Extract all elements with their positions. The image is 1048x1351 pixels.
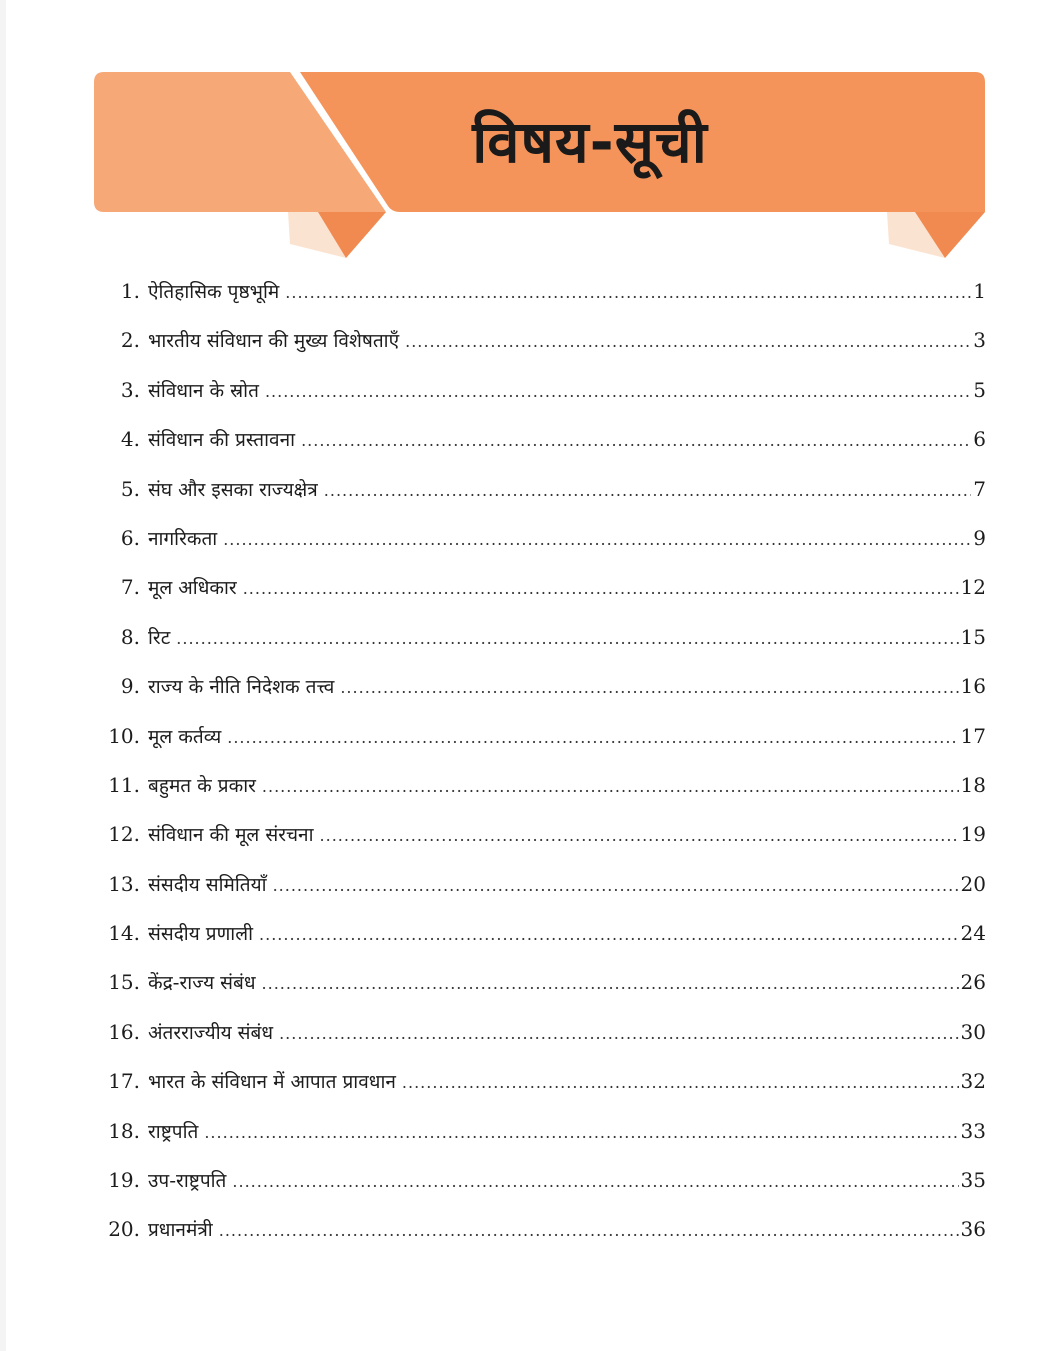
toc-entry-page: 5 [973, 377, 986, 402]
toc-entry[interactable] [100, 1216, 986, 1265]
toc-dot-leader [285, 283, 971, 302]
toc-dot-leader [243, 579, 959, 598]
toc-entry-title: संविधान के स्रोत [148, 379, 259, 402]
toc-entry-title: संसदीय समितियाँ [148, 873, 267, 896]
toc-entry-title: राज्य के नीति निदेशक तत्त्व [148, 676, 335, 699]
toc-entry[interactable] [100, 1019, 986, 1068]
toc-entry-number: 12. [108, 822, 140, 847]
toc-entry-number: 1. [120, 279, 140, 303]
toc-entry-title: बहुमत के प्रकार [148, 774, 256, 797]
toc-dot-leader [219, 1221, 959, 1240]
toc-dot-leader [232, 1172, 958, 1191]
toc-dot-leader [259, 925, 959, 944]
toc-dot-leader [262, 974, 959, 993]
toc-entry-number: 18. [108, 1118, 140, 1143]
toc-entry[interactable] [100, 1068, 986, 1117]
toc-dot-leader [324, 481, 971, 500]
toc-entry[interactable] [100, 624, 986, 673]
toc-dot-leader [273, 876, 959, 895]
toc-entry-title: संसदीय प्रणाली [148, 923, 254, 946]
toc-entry-title: अंतरराज्यीय संबंध [148, 1021, 274, 1044]
toc-entry-page: 30 [960, 1019, 986, 1044]
toc-entry-title: राष्ट्रपति [148, 1120, 199, 1143]
toc-dot-leader [340, 678, 958, 697]
toc-entry-number: 19. [108, 1168, 140, 1193]
toc-entry-number: 3. [120, 377, 140, 402]
toc-dot-leader [320, 826, 959, 845]
toc-entry[interactable] [100, 772, 986, 821]
toc-entry[interactable] [100, 525, 986, 574]
toc-entry[interactable] [100, 278, 986, 327]
toc-entry-page: 32 [960, 1069, 986, 1094]
toc-dot-leader [262, 777, 959, 796]
toc-entry[interactable] [100, 821, 986, 870]
toc-entry-title: मूल कर्तव्य [148, 725, 222, 748]
toc-entry-number: 8. [120, 624, 140, 649]
toc-entry-page: 33 [960, 1118, 986, 1143]
toc-entry-number: 16. [108, 1019, 140, 1044]
toc-dot-leader [223, 530, 971, 549]
toc-entry-number: 5. [120, 476, 140, 501]
toc-entry-title: नागरिकता [148, 527, 218, 550]
toc-entry-number: 14. [108, 921, 140, 946]
toc-entry[interactable] [100, 426, 986, 475]
toc-entry-page: 20 [960, 871, 986, 896]
toc-entry-page: 6 [973, 427, 986, 452]
toc-entry-title: संघ और इसका राज्यक्षेत्र [148, 478, 318, 501]
toc-entry[interactable] [100, 920, 986, 969]
toc-entry-number: 9. [120, 674, 140, 699]
toc-entry-title: केंद्र-राज्य संबंध [148, 972, 256, 995]
toc-dot-leader [265, 382, 971, 401]
toc-entry[interactable] [100, 574, 986, 623]
toc-entry[interactable] [100, 377, 986, 426]
toc-entry-number: 13. [108, 871, 140, 896]
toc-entry-page: 17 [960, 723, 986, 748]
title-banner [0, 0, 1048, 270]
toc-entry[interactable] [100, 476, 986, 525]
toc-dot-leader [227, 728, 958, 747]
toc-entry-page: 1 [973, 279, 986, 303]
toc-entry-title: रिट [148, 626, 171, 649]
toc-entry-number: 4. [120, 427, 140, 452]
toc-entry-title: भारतीय संविधान की मुख्य विशेषताएँ [148, 330, 400, 353]
toc-entry[interactable] [100, 1118, 986, 1167]
toc-entry-title: संविधान की मूल संरचना [148, 824, 314, 847]
toc-entry-page: 12 [960, 575, 986, 600]
toc-entry[interactable] [100, 723, 986, 772]
toc-entry-number: 20. [108, 1217, 140, 1242]
toc-entry[interactable] [100, 327, 986, 376]
toc-entry-page: 3 [973, 328, 986, 353]
toc-dot-leader [279, 1024, 958, 1043]
toc-entry-page: 19 [960, 822, 986, 847]
toc-entry-number: 2. [120, 328, 140, 353]
page-title: विषय-सूची [472, 108, 708, 176]
toc-dot-leader [405, 332, 971, 351]
toc-entry-page: 18 [960, 772, 986, 797]
toc-dot-leader [301, 431, 971, 450]
toc-dot-leader [204, 1123, 958, 1142]
toc-entry-title: मूल अधिकार [148, 577, 237, 600]
toc-entry-page: 35 [960, 1168, 986, 1193]
toc-entry-title: ऐतिहासिक पृष्ठभूमि [148, 281, 280, 303]
toc-entry-page: 24 [960, 921, 986, 946]
toc-entry[interactable] [100, 673, 986, 722]
toc-entry-page: 15 [960, 624, 986, 649]
toc-entry-number: 15. [108, 970, 140, 995]
toc-entry-number: 7. [120, 575, 140, 600]
toc-entry[interactable] [100, 969, 986, 1018]
toc-entry-page: 9 [973, 525, 986, 550]
toc-entry-number: 11. [108, 772, 140, 797]
toc-entry-title: संविधान की प्रस्तावना [148, 429, 296, 452]
toc-entry-number: 10. [108, 723, 140, 748]
toc-entry-title: भारत के संविधान में आपात प्रावधान [148, 1071, 396, 1094]
toc-dot-leader [176, 629, 958, 648]
table-of-contents [100, 278, 986, 1266]
toc-entry[interactable] [100, 871, 986, 920]
toc-entry-number: 6. [120, 525, 140, 550]
toc-entry-page: 7 [973, 476, 986, 501]
toc-entry[interactable] [100, 1167, 986, 1216]
toc-entry-title: प्रधानमंत्री [148, 1219, 213, 1242]
toc-entry-page: 26 [960, 970, 986, 995]
toc-entry-number: 17. [108, 1069, 140, 1094]
toc-entry-title: उप-राष्ट्रपति [148, 1170, 227, 1193]
toc-entry-page: 36 [960, 1217, 986, 1242]
toc-entry-page: 16 [960, 674, 986, 699]
toc-dot-leader [402, 1073, 959, 1092]
